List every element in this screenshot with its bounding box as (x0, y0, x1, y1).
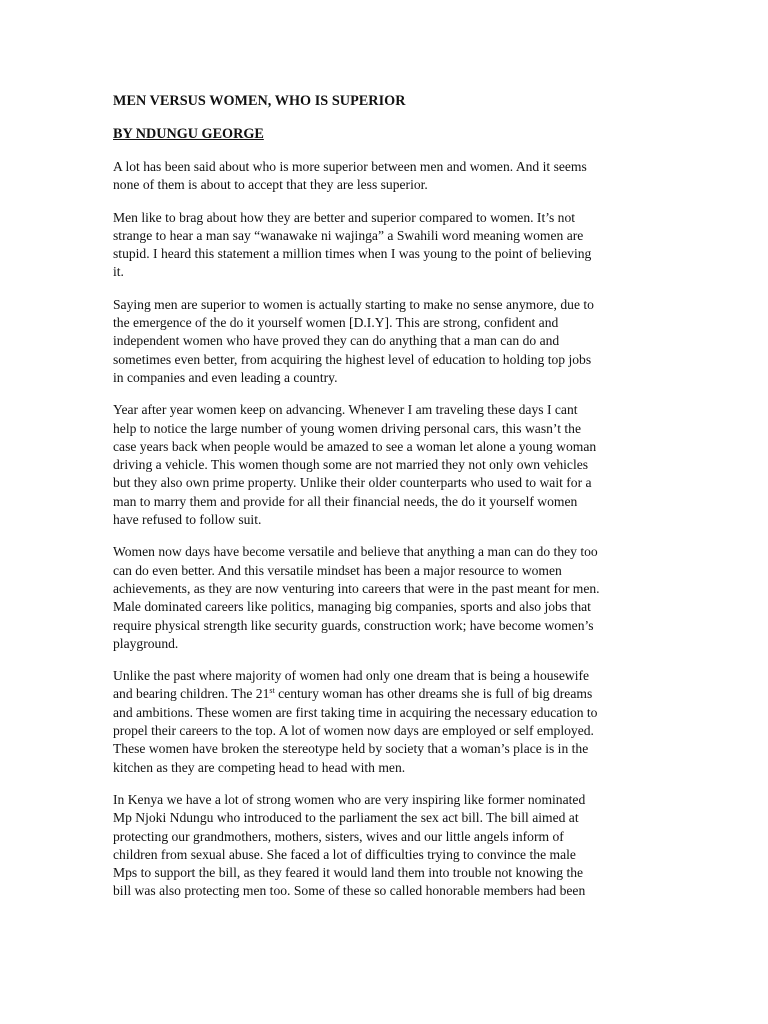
paragraph-4 (113, 401, 658, 529)
text-line: stupid. I heard this statement a million times when I was young to the point of believing (113, 246, 592, 262)
text-line: in companies and even leading a country. (113, 369, 338, 385)
text-line: A lot has been said about who is more superior between men and women. And it seems (113, 159, 587, 174)
text-line: have refused to follow suit. (113, 512, 262, 528)
document-byline: BY NDUNGU GEORGE (113, 126, 264, 142)
text-line: Saying men are superior to women is actually starting to make no sense anymore, due to (113, 296, 594, 312)
text-line: strange to hear a man say “wanawake ni wajinga” a Swahili word meaning women are (113, 227, 584, 243)
text-line: sometimes even better, from acquiring the highest level of education to holding top jobs (113, 351, 592, 367)
text-line: Mp Njoki Ndungu who introduced to the parliament the sex act bill. The bill aimed at (113, 810, 579, 826)
text-line: man to marry them and provide for all their financial needs, the do it yourself women (113, 493, 578, 509)
text-line: Male dominated careers like politics, managing big companies, sports and also jobs that (113, 599, 591, 615)
text-line: These women have broken the stereotype held by society that a woman’s place is in the (113, 741, 589, 757)
text-line: Women now days have become versatile and believe that anything a man can do they too (113, 544, 598, 560)
text-line: protecting our grandmothers, mothers, sisters, wives and our little angels inform of (113, 828, 564, 844)
text-line (113, 685, 658, 703)
text-line: none of them is about to accept that they are less superior. (113, 177, 428, 193)
text-fragment: and bearing children. The 21 (113, 686, 270, 702)
text-line: require physical strength like security guards, construction work; have become women’s (113, 617, 594, 633)
text-fragment: These women are first taking time in acquiring the necessary education to (196, 704, 598, 720)
text-line: children from sexual abuse. She faced a lot of difficulties trying to convince the male (113, 846, 576, 862)
superscript-ordinal: st (269, 686, 275, 696)
text-fragment: century woman has other dreams she is full of big dreams (274, 686, 593, 702)
text-line: the emergence of the do it yourself women [D.I.Y]. This are strong, confident and (113, 315, 559, 331)
paragraph-5 (113, 543, 658, 653)
paragraph-1 (113, 158, 658, 195)
paragraph-6 (113, 667, 658, 777)
text-line: driving a vehicle. This women though some are not married they not only own vehicles (113, 457, 589, 473)
paragraph-3 (113, 296, 658, 387)
text-line: can do even better. And this versatile mindset has been a major resource to women (113, 562, 562, 578)
text-line: bill was also protecting men too. Some of these so called honorable members had been (113, 883, 586, 899)
text-line: independent women who have proved they can do anything that a man can do and (113, 333, 560, 349)
text-line: In Kenya we have a lot of strong women who are very inspiring like former nominated (113, 791, 586, 807)
text-line: playground. (113, 635, 179, 651)
text-line (113, 704, 658, 722)
text-line: achievements, as they are now venturing into careers that were in the past meant for men. (113, 580, 600, 596)
text-line: case years back when people would be amazed to see a woman let alone a young woman (113, 438, 597, 454)
document-page (113, 92, 658, 901)
text-line: propel their careers to the top. A lot of women now days are employed or self employed. (113, 723, 594, 739)
paragraph-2 (113, 209, 658, 282)
text-line: it. (113, 264, 124, 280)
text-line: but they also own prime property. Unlike their older counterparts who used to wait for a (113, 475, 592, 491)
text-line: help to notice the large number of young women driving personal cars, this wasn’t the (113, 420, 581, 436)
text-fragment: and ambitions. (113, 704, 194, 720)
text-line: Mps to support the bill, as they feared it would land them into trouble not knowing the (113, 865, 584, 881)
text-line: Unlike the past where majority of women had only one dream that is being a housewife (113, 668, 590, 684)
document-title: MEN VERSUS WOMEN, WHO IS SUPERIOR (113, 93, 406, 109)
text-line: Men like to brag about how they are better and superior compared to women. It’s not (113, 209, 576, 225)
text-line: kitchen as they are competing head to head with men. (113, 759, 406, 775)
text-line: Year after year women keep on advancing. Whenever I am traveling these days I cant (113, 402, 578, 418)
paragraph-7 (113, 791, 658, 901)
